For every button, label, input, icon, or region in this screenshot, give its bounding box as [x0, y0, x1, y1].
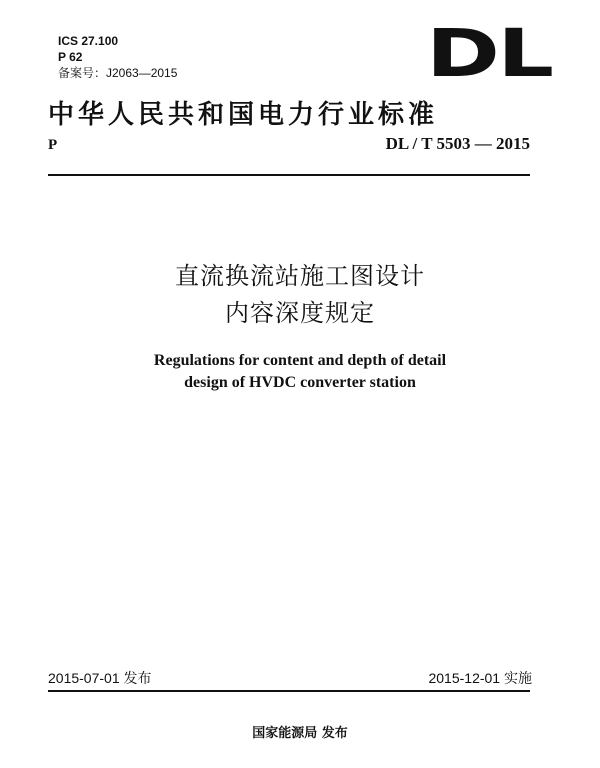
- standard-number: DL / T 5503 — 2015: [385, 134, 530, 153]
- standard-category-title: 中华人民共和国电力行业标准: [48, 100, 439, 130]
- zh-title-line-2: 内容深度规定: [225, 299, 375, 327]
- zh-title-line-1: 直流换流站施工图设计: [175, 262, 425, 290]
- implementation-date: 2015-12-01 实施: [428, 670, 532, 686]
- en-title-line-1: Regulations for content and depth of detail: [153, 352, 447, 369]
- ics-code: ICS 27.100: [58, 34, 119, 48]
- issuing-authority: 国家能源局 发布: [252, 726, 348, 741]
- en-title-line-2: design of HVDC converter station: [184, 374, 416, 391]
- header-divider: [48, 174, 530, 176]
- classification-letter: P: [48, 137, 58, 153]
- footer-divider: [48, 690, 530, 692]
- dl-logo: DL: [426, 15, 552, 92]
- issue-date: 2015-07-01 发布: [48, 670, 152, 686]
- record-number: 备案号：J2063—2015: [58, 66, 178, 80]
- class-code: P 62: [58, 50, 83, 64]
